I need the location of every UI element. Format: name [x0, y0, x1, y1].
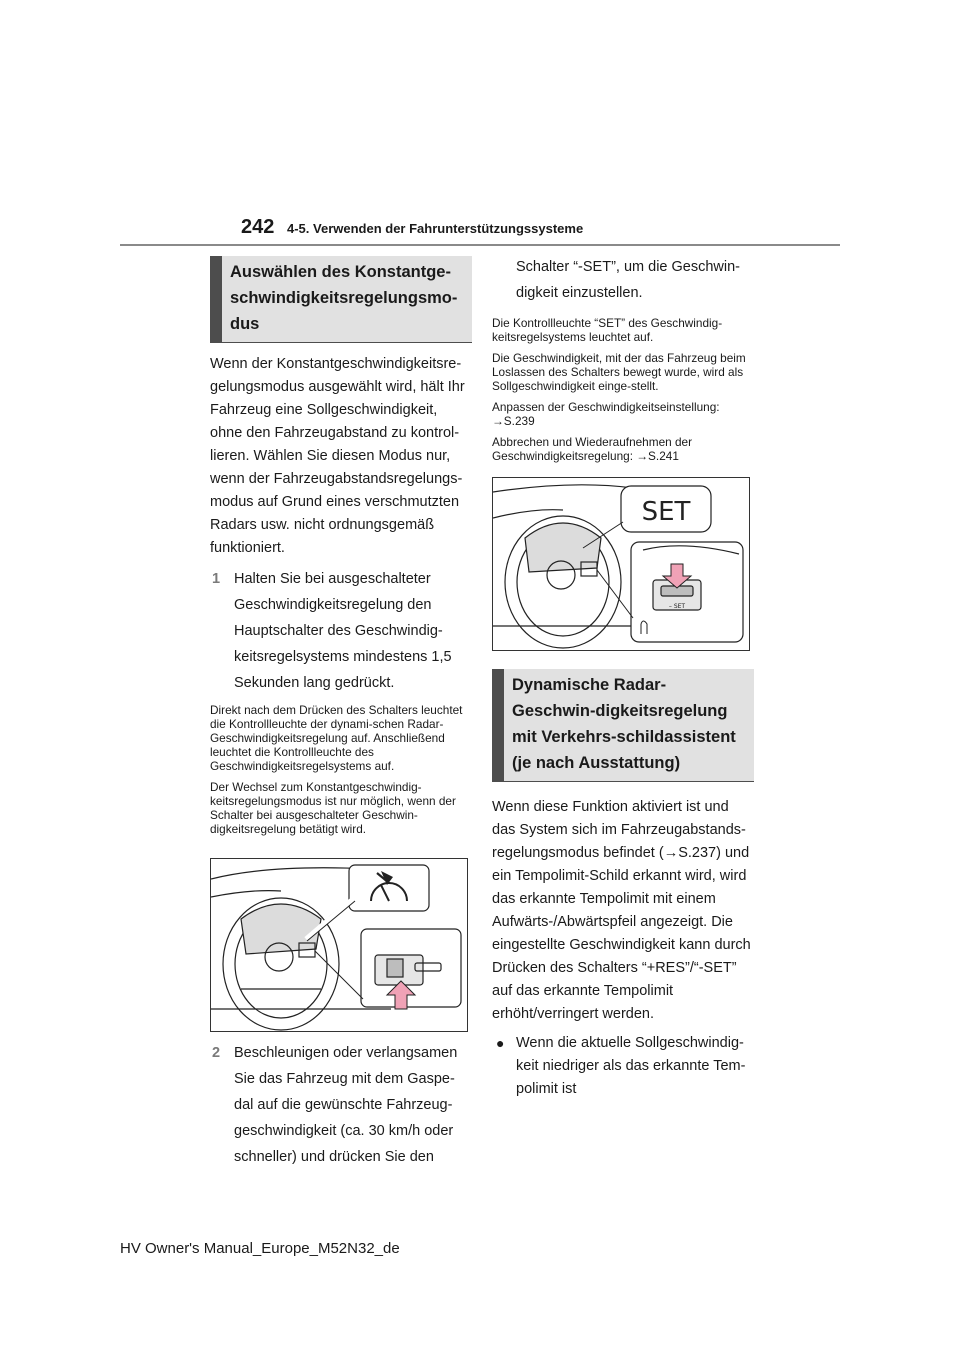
bullet-item	[492, 1032, 754, 1101]
steering-wheel-set-switch-illustration	[493, 478, 749, 650]
note-speed-set: Die Geschwindigkeit, mit der das Fahrzeug beim Loslassen des Schalters bewegt wurde, wird als Sollgeschwindigkeit einge-stellt.	[492, 351, 746, 393]
figure-set-switch	[492, 477, 750, 651]
note-adjust-label: Anpassen der Geschwindigkeitseinstellung:	[492, 400, 720, 414]
step-number: 1	[212, 571, 221, 587]
set-switch-label: – SET	[668, 603, 686, 610]
step-text: Beschleunigen oder verlangsamen Sie das Fahrzeug mit dem Gaspe-dal auf die gewünschte Fahrzeug-geschwindigkeit (ca. 30 km/h oder schneller) und drücken Sie den	[234, 1045, 458, 1165]
step-2-continued	[492, 254, 754, 306]
note-cancel-resume: Abbrechen und Wiederaufnehmen der Geschwindigkeitsregelung: →S.241	[492, 435, 693, 463]
figure-main-switch	[210, 858, 468, 1032]
step-1	[210, 566, 472, 696]
step-number: 2	[212, 1045, 221, 1061]
note-adjust-speed	[492, 400, 754, 428]
header-divider	[120, 244, 840, 246]
steering-wheel-main-switch-illustration	[211, 859, 467, 1031]
note-set-light: Die Kontrollleuchte “SET” des Geschwindig-keitsregelsystems leuchtet auf.	[492, 316, 723, 344]
intro-paragraph: Wenn der Konstantgeschwindigkeitsre-gelungsmodus ausgewählt wird, hält Ihr Fahrzeug eine Sollgeschwindigkeit, ohne den Fahrzeugabstand zu kontrol-lieren. Wählen Sie diesen Modus nur, wenn der Fahrzeugabstandsregelungs-modus auf Grund eines verschmutzten Radars usw. nicht ordnungsgemäß funktioniert.	[210, 356, 465, 556]
step-text: Halten Sie bei ausgeschalteter Geschwindigkeitsregelung den Hauptschalter des Geschwindig-keitsregelsystems mindestens 1,5 Sekunden lang gedrückt.	[234, 571, 452, 691]
sign-assist-paragraph: Wenn diese Funktion aktiviert ist und das System sich im Fahrzeugabstands-regelungsmodus befindet (→S.237) und ein Tempolimit-Schild erkannt wird, wird das erkannte Tempolimit mit einem Aufwärts-/Abwärtspfeil angezeigt. Die eingestellte Geschwindigkeit kann durch Drücken des Schalters “+RES”/“-SET” auf das erkannte Tempolimit erhöht/verringert werden.	[492, 799, 751, 1022]
bullet-text: Wenn die aktuelle Sollgeschwindig-keit niedriger als das erkannte Tem-polimit ist	[516, 1035, 746, 1097]
step-text: Schalter “-SET”, um die Geschwin-digkeit einzustellen.	[516, 259, 741, 301]
footer-manual-id: HV Owner's Manual_Europe_M52N32_de	[120, 1240, 400, 1257]
section-title: 4-5. Verwenden der Fahrunterstützungssysteme	[287, 221, 584, 236]
note-indicator-lights: Direkt nach dem Drücken des Schalters leuchtet die Kontrollleuchte der dynami-schen Radar-Geschwindigkeitsregelung auf. Anschließend leuchtet die Kontrollleuchte des Geschwindigkeitsregelsystems auf.	[210, 703, 463, 773]
heading-constant-speed-mode: Auswählen des Konstantge-schwindigkeitsregelungsmo-dus	[210, 256, 472, 343]
heading-radar-cruise-sign-assist: Dynamische Radar-Geschwin-digkeitsregelung mit Verkehrs-schildassistent (je nach Ausstattung)	[492, 669, 754, 782]
note-mode-switch: Der Wechsel zum Konstantgeschwindig-keitsregelungsmodus ist nur möglich, wenn der Schalter bei ausgeschalteter Geschwin-digkeitsregelung betätigt wird.	[210, 780, 456, 836]
right-column	[492, 254, 754, 1101]
set-display-label: SET	[641, 497, 691, 527]
bullet-icon: ●	[496, 1035, 505, 1051]
left-column	[210, 256, 472, 1170]
page-reference: →S.239	[492, 414, 535, 428]
step-2	[210, 1040, 472, 1170]
page-number: 242	[241, 216, 275, 238]
